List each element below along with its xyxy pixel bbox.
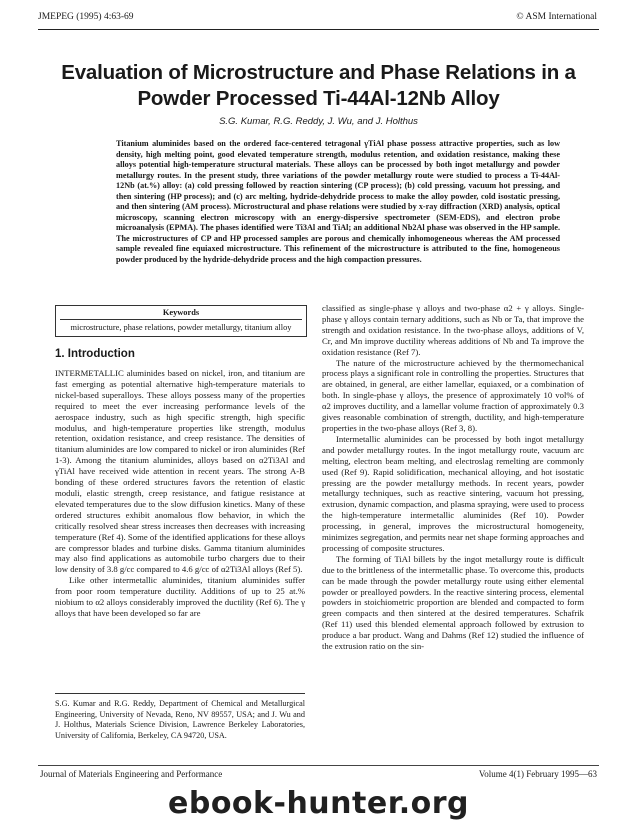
publisher-copyright: © ASM International [516, 12, 597, 22]
keywords-text: microstructure, phase relations, powder metallurgy, titanium alloy [70, 323, 292, 332]
keywords-heading: Keywords [60, 306, 302, 320]
author-affiliation-footnote: S.G. Kumar and R.G. Reddy, Department of Chemical and Metallurgical Engineering, University of Nevada, Reno, NV 89557, USA; and J. Wu and J. Holthus, Materials Science Division, Lawrence Berkeley Laboratories, University of California, Berkeley, CA 94720, USA. [55, 699, 305, 740]
paragraph: Like other intermetallic aluminides, titanium aluminides suffer from poor room temperature ductility. Additions of up to 25 at.% niobium to α2 alloys considerably improved the ductility (Ref 6). The γ alloys that have been developed so far are [55, 575, 305, 618]
journal-reference: JMEPEG (1995) 4:63-69 [38, 12, 134, 22]
watermark: ebook-hunter.org [168, 786, 469, 821]
author-list: S.G. Kumar, R.G. Reddy, J. Wu, and J. Holthus [219, 116, 418, 127]
paragraph: The nature of the microstructure achieved by the thermomechanical process plays a significant role in controlling the properties. Structures that are obtained, in general, are either lamellar, equiaxed, or a combination of both. In single-phase γ alloys, the presence of approximately 10 vol% of α2 improves ductility, and a lamellar volume fraction of approximately 0.3 gives reasonable combination of strength, ductility, and high-temperature properties in the two-phase alloys (Ref 3, 8). [322, 357, 584, 433]
footnote-rule [55, 693, 305, 694]
keywords-box [55, 305, 307, 337]
footer-volume-page: Volume 4(1) February 1995—63 [478, 769, 597, 779]
paragraph: Intermetallic aluminides can be processed by both ingot metallurgy and powder metallurgy routes. In the ingot metallurgy route, vacuum arc melting, electron beam melting, and electroslag remelting are commonly used (Ref 9). Rapid solidification, mechanical alloying, and hot isostatic pressing are the powder metallurgy methods. In recent years, powder metallurgy techniques, such as reactive sintering, vacuum hot pressing, extrusion, dynamic compaction, and plasma spraying, were used to process the high-temperature intermetallic aluminides (Ref 10). Powder processing, in general, improves the microstructural homogeneity, minimizes segregation, and permits near net shape forming approaches and processing of composite structures. [322, 433, 584, 553]
section-heading: 1. Introduction [55, 348, 135, 360]
header-rule [38, 29, 599, 30]
footer-rule [38, 765, 599, 766]
right-column [322, 303, 584, 652]
footer-journal-name: Journal of Materials Engineering and Performance [40, 769, 223, 779]
paragraph: The forming of TiAl billets by the ingot metallurgy route is difficult due to the brittleness of the intermetallic phase. To overcome this, products can be made through the powder metallurgy route using either elemental powder or prealloyed powders. In the reactive sintering process, elemental powders in stoichiometric proportion are blended and compacted to form green compacts and then sintered at the desired temperatures. Schafrik (Ref 11) used this blended elemental approach followed by extrusion to produce a bar product. Wang and Dahms (Ref 12) studied the influence of the extrusion ratio on the sin- [322, 553, 584, 652]
paper-title: Evaluation of Microstructure and Phase Relations in a Powder Processed Ti-44Al-12Nb Alloy [61, 61, 576, 110]
paragraph: classified as single-phase γ alloys and two-phase α2 + γ alloys. Single-phase γ alloys contain ternary additions, such as Nb or Ta, that improve the strength and oxidation resistance. In the two-phase alloys, additions of V, Cr, and Mn improve ductility whereas additions of Nb and Ta improve the oxidation resistance (Ref 7). [322, 303, 584, 357]
paragraph: INTERMETALLIC aluminides based on nickel, iron, and titanium are fast emerging as potential alternative high-temperature materials to nickel-based superalloys. These alloys possess many of the properties required to meet the ever increasing performance levels of the aerospace industry, such as high specific strength, high specific modulus, and high-temperature properties like strength, modulus retention, oxidation resistance, and creep resistance. The densities of titanium aluminides are low compared to nickel or iron aluminides (Ref 1-3). Among the titanium aluminides, alloys based on α2Ti3Al and γTiAl have received wide attention in recent years. The strong A-B bonding of these ordered structures favors the retention of elastic moduli, elastic strength, creep resistance, and fatigue resistance at elevated temperatures due to the slow diffusion kinetics. Many of these ordered structures exhibit anomalous flow behavior, in which the critically resolved shear stress increases then decreases with increasing temperature (Ref 4). Some of the identified applications for these alloys are compressor blades and turbine disks. Gamma titanium aluminides may also find applications as automobile turbo chargers due to their low density of 3.8 g/cc compared to 4.6 g/cc of α2Ti3Al alloys (Ref 5). [55, 368, 305, 575]
abstract: Titanium aluminides based on the ordered face-centered tetragonal γTiAl phase possess attractive properties, such as low density, high melting point, good elevated temperature strength, modulus retention, and oxidation resistance, making these alloys potential high-temperature structural materials. These alloys can be processed by both ingot metallurgy and powder metallurgy routes. In the present study, three variations of the powder metallurgy route were studied to process a Ti-44Al-12Nb (at.%) alloy: (a) cold pressing followed by reaction sintering (CP process); (b) cold pressing, vacuum hot pressing, and then sintering (HP process); and (c) arc melting, hydride-dehydride process to make the alloy powder, cold isostatic pressing, and then sintering (AM process). Microstructural and phase relations were studied by x-ray diffraction (XRD) analysis, optical microscopy, scanning electron microscopy with an energy-dispersive spectrometer (SEM-EDS), and electron probe microanalysis (EPMA). The phases identified were Ti3Al and TiAl; an additional Nb2Al phase was observed in the HP sample. The microstructures of CP and HP processed samples are porous and chemically inhomogeneous whereas the AM processed sample revealed fine equiaxed microstructure. This refinement of the microstructure is attributed to the fine, homogeneous powder produced by the hydride-dehydride process and the high compaction pressures. [116, 139, 560, 265]
left-column [55, 368, 305, 619]
